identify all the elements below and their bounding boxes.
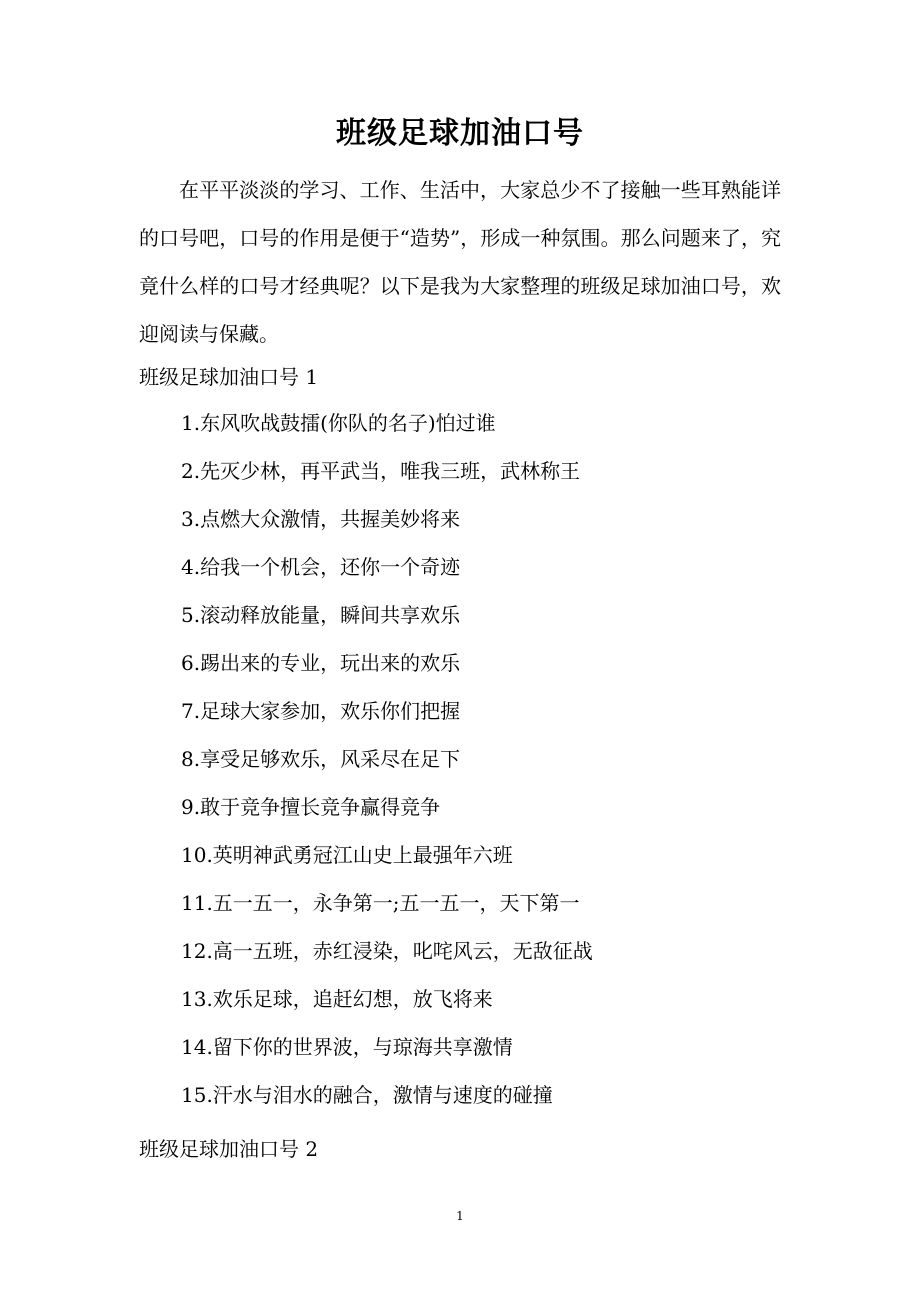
intro-paragraph: 在平平淡淡的学习、工作、生活中，大家总少不了接触一些耳熟能详的口号吧，口号的作用是便于“造势”，形成一种氛围。那么问题来了，究竟什么样的口号才经典呢？以下是我为大家整理的班级足球加油口号，欢迎阅读与保藏。	[139, 178, 781, 346]
list-item: 5.滚动释放能量，瞬间共享欢乐	[181, 603, 461, 627]
document-title: 班级足球加油口号	[336, 116, 584, 151]
list-item: 3.点燃大众激情，共握美妙将来	[181, 507, 461, 531]
list-item: 4.给我一个机会，还你一个奇迹	[181, 555, 461, 579]
list-item: 10.英明神武勇冠江山史上最强年六班	[181, 843, 513, 867]
slogan-list	[181, 408, 593, 1128]
section-heading-2: 班级足球加油口号 2	[139, 1137, 319, 1161]
list-item: 1.东风吹战鼓擂(你队的名子)怕过谁	[181, 411, 496, 435]
list-item: 8.享受足够欢乐，风采尽在足下	[181, 747, 461, 771]
list-item: 13.欢乐足球，追赶幻想，放飞将来	[181, 987, 493, 1011]
list-item: 7.足球大家参加，欢乐你们把握	[181, 699, 461, 723]
list-item: 2.先灭少林，再平武当，唯我三班，武林称王	[181, 459, 581, 483]
list-item: 11.五一五一，永争第一;五一五一，天下第一	[181, 891, 580, 915]
list-item: 6.踢出来的专业，玩出来的欢乐	[181, 651, 461, 675]
page-number: 1	[456, 1209, 464, 1223]
list-item: 12.高一五班，赤红浸染，叱咤风云，无敌征战	[181, 939, 593, 963]
list-item: 14.留下你的世界波，与琼海共享激情	[181, 1035, 513, 1059]
list-item: 9.敢于竞争擅长竞争赢得竞争	[181, 795, 441, 819]
list-item: 15.汗水与泪水的融合，激情与速度的碰撞	[181, 1083, 553, 1107]
section-heading-1: 班级足球加油口号 1	[139, 365, 319, 389]
